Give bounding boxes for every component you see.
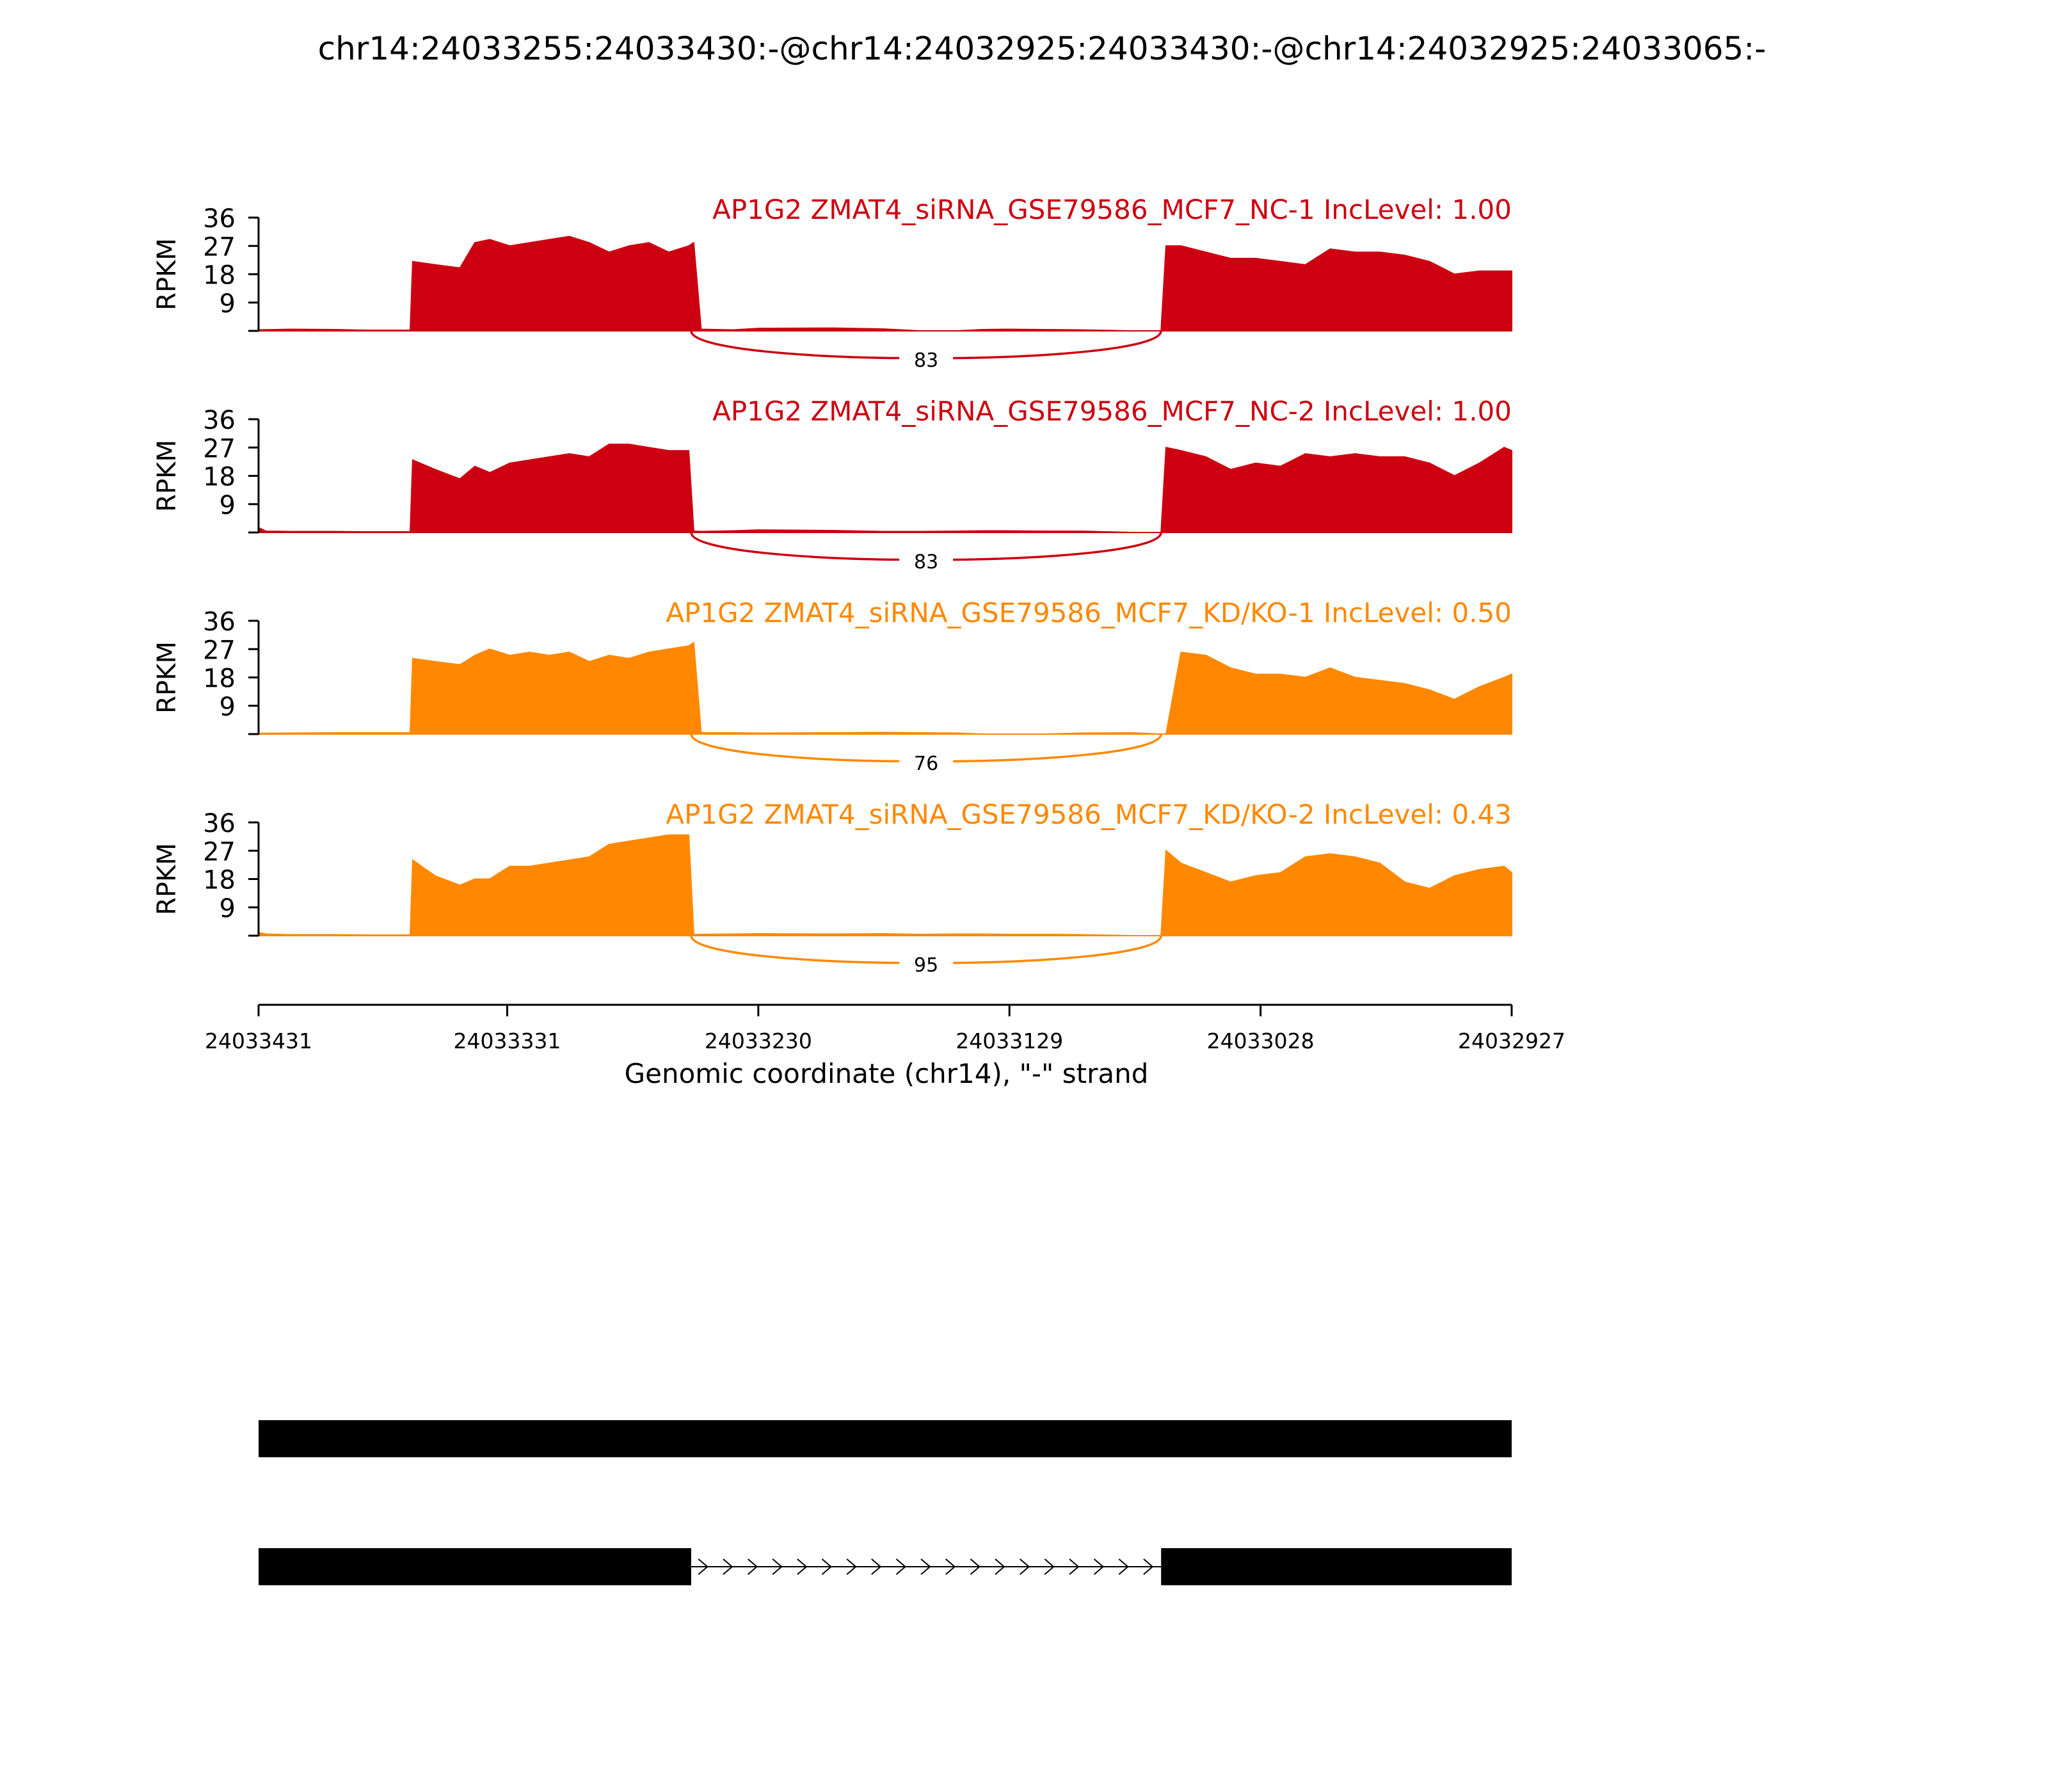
exon-block [1161, 1548, 1512, 1585]
series-name: AP1G2 ZMAT4_siRNA_GSE79586_MCF7_KD/KO-2 IncLevel: 0.43 [666, 799, 1512, 830]
y-tick-label: 18 [203, 462, 236, 492]
y-tick-label: 9 [219, 893, 236, 924]
exon-block [259, 1420, 1512, 1457]
y-axis-label: RPKM [152, 440, 182, 512]
x-tick-label: 24033129 [956, 1028, 1064, 1053]
y-tick-label: 36 [203, 204, 236, 234]
series-name: AP1G2 ZMAT4_siRNA_GSE79586_MCF7_NC-2 IncLevel: 1.00 [712, 396, 1512, 427]
y-axis-label: RPKM [152, 238, 182, 310]
y-tick-label: 36 [203, 809, 236, 838]
series-name: AP1G2 ZMAT4_siRNA_GSE79586_MCF7_KD/KO-1 IncLevel: 0.50 [666, 597, 1512, 628]
x-tick-label: 24033230 [704, 1028, 812, 1053]
x-tick-label: 24032927 [1458, 1028, 1565, 1053]
y-tick-label: 27 [203, 636, 236, 666]
y-axis-label: RPKM [152, 843, 182, 915]
y-tick-label: 36 [203, 607, 236, 637]
y-tick-label: 18 [203, 260, 236, 291]
y-tick-label: 9 [219, 692, 236, 722]
x-tick-label: 24033331 [453, 1028, 561, 1053]
transcript-track [259, 1420, 1512, 1457]
y-tick-label: 9 [219, 289, 236, 319]
y-tick-label: 27 [203, 434, 236, 464]
y-tick-label: 27 [203, 232, 236, 262]
junction-count: 83 [914, 551, 939, 573]
junction-count: 95 [914, 954, 939, 977]
y-tick-label: 18 [203, 664, 236, 694]
x-tick-label: 24033028 [1206, 1028, 1315, 1053]
x-axis-label: Genomic coordinate (chr14), "-" strand [624, 1058, 1149, 1089]
y-axis-label: RPKM [152, 641, 182, 714]
junction-count: 83 [914, 349, 939, 372]
y-tick-label: 18 [203, 865, 236, 895]
figure-title: chr14:24033255:24033430:-@chr14:24032925:24033430:-@chr14:24032925:24033065:- [317, 30, 1766, 67]
exon-block [259, 1548, 691, 1585]
y-tick-label: 36 [203, 406, 236, 435]
x-tick-label: 24033431 [205, 1028, 312, 1053]
y-tick-label: 9 [219, 490, 236, 520]
y-tick-label: 27 [203, 837, 236, 867]
series-name: AP1G2 ZMAT4_siRNA_GSE79586_MCF7_NC-1 IncLevel: 1.00 [712, 194, 1512, 225]
junction-count: 76 [914, 753, 939, 775]
